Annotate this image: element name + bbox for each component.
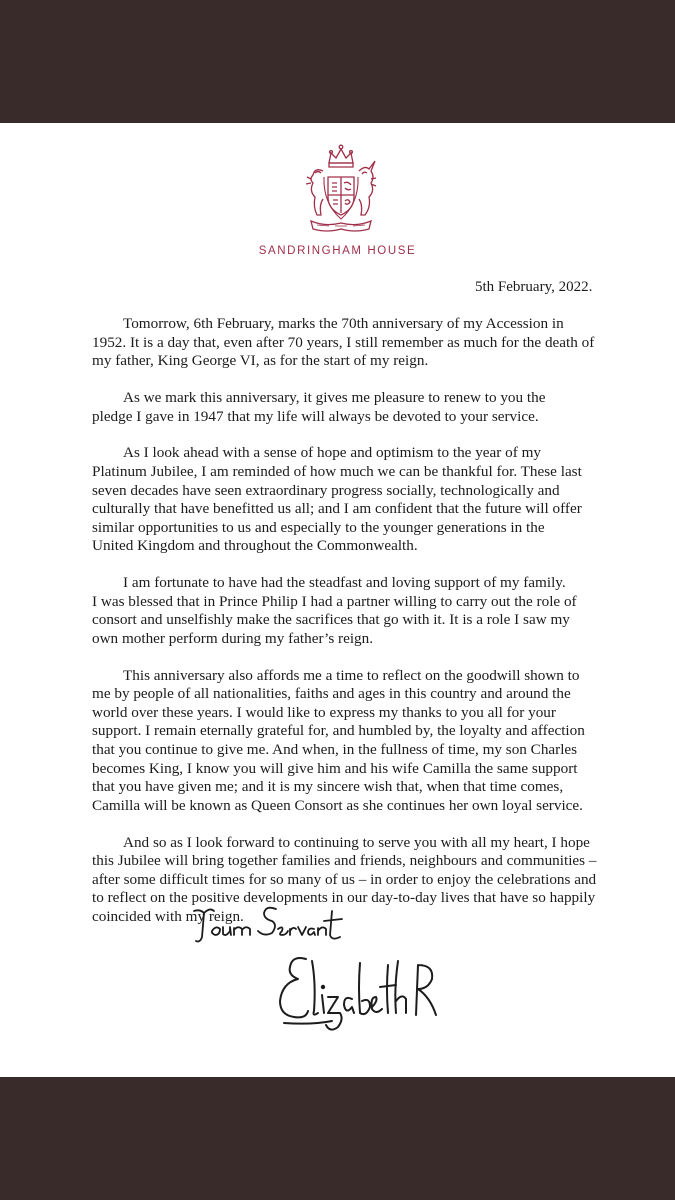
paragraph-2: As we mark this anniversary, it gives me pleasure to renew to you the pledge I gave in 1947 that my life will always be devoted to your service. (92, 388, 546, 425)
handwritten-signature (272, 953, 442, 1035)
royal-coat-of-arms-icon (303, 143, 379, 235)
letter-page (0, 123, 675, 1077)
top-background-band (0, 0, 675, 123)
paragraph-6: And so as I look forward to continuing to serve you with all my heart, I hope this Jubilee will bring together families and friends, neighbours and communities – after some difficult times for so many of us – in order to enjoy the celebrations and to reflect on the positive developments in our day-to-day lives that have so happily coincided with my reign. (92, 833, 597, 925)
paragraph-1: Tomorrow, 6th February, marks the 70th anniversary of my Accession in 1952. It is a day that, even after 70 years, I still remember as much for the death of my father, King George VI, as for the start of my reign. (92, 315, 595, 370)
paragraph-5: This anniversary also affords me a time to reflect on the goodwill shown to me by people of all nationalities, faiths and ages in this country and around the world over these years. I would like to express my thanks to you all for your support. I remain eternally grateful for, and humbled by, the loyalty and affection that you continue to give me. And when, in the fullness of time, my son Charles becomes King, I know you will give him and his wife Camilla the same support that you have given me; and it is my sincere wish that, when that time comes, Camilla will be known as Queen Consort as she continues her own loyal service. (92, 666, 585, 814)
paragraph-3: As I look ahead with a sense of hope and optimism to the year of my Platinum Jubilee, I am reminded of how much we can be thankful for. These last seven decades have seen extraordinary progress socially, technologically and culturally that have benefitted us all; and I am confident that the future will offer similar opportunities to us and especially to the younger generations in the United Kingdom and throughout the Commonwealth. (92, 444, 582, 555)
paragraph-4: I am fortunate to have had the steadfast and loving support of my family. I was blessed that in Prince Philip I had a partner willing to carry out the role of consort and unselfishly make the sacrifices that go with it. It is a role I saw my own mother perform during my father’s reign. (92, 574, 577, 647)
letter-date: 5th February, 2022. (475, 279, 593, 295)
handwritten-closing (190, 897, 350, 951)
letter-body (92, 315, 612, 945)
letterhead-title: SANDRINGHAM HOUSE (258, 245, 417, 257)
bottom-background-band (0, 1077, 675, 1200)
